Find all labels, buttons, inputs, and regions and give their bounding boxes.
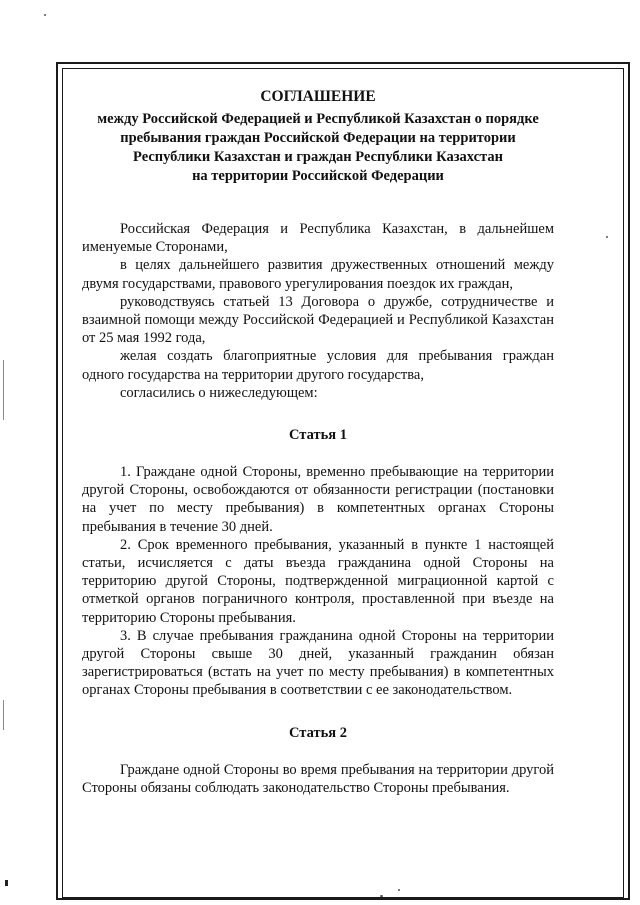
article-1-body	[82, 463, 554, 700]
preamble-paragraph: руководствуясь статьей 13 Договора о дружбе, сотрудничестве и взаимной помощи между Российской Федерацией и Республикой Казахстан от 25 мая 1992 года,	[82, 293, 554, 347]
subtitle-line: Республики Казахстан и граждан Республики Казахстан	[133, 149, 503, 165]
agreement-document	[82, 88, 554, 797]
preamble-paragraph: согласились о нижеследующем:	[120, 384, 318, 401]
article-paragraph: 3. В случае пребывания гражданина одной Стороны на территории другой Стороны свыше 30 дней, указанный гражданин обязан зарегистрироваться (встать на учет по месту пребывания) в компетентных органах Стороны пребывания в соответствии с ее законодательством.	[82, 627, 554, 699]
article-1-heading: Статья 1	[289, 427, 347, 444]
scan-edge-mark	[3, 360, 4, 420]
document-subtitle	[82, 110, 554, 186]
article-2-body	[82, 761, 554, 797]
document-title: СОГЛАШЕНИЕ	[260, 88, 376, 105]
preamble	[82, 220, 554, 402]
subtitle-line: на территории Российской Федерации	[192, 168, 444, 184]
subtitle-line: пребывания граждан Российской Федерации на территории	[120, 130, 516, 146]
preamble-paragraph: желая создать благоприятные условия для пребывания граждан одного государства на территории другого государства,	[82, 348, 554, 383]
preamble-paragraph: Российская Федерация и Республика Казахстан, в дальнейшем именуемые Сторонами,	[82, 221, 554, 256]
article-2-heading: Статья 2	[289, 724, 347, 741]
subtitle-line: между Российской Федерацией и Республикой Казахстан о порядке	[97, 111, 539, 127]
article-paragraph: Граждане одной Стороны во время пребывания на территории другой Стороны обязаны соблюдать законодательство Стороны пребывания.	[82, 761, 554, 796]
article-paragraph: 2. Срок временного пребывания, указанный в пункте 1 настоящей статьи, исчисляется с даты въезда гражданина одной Стороны на территорию другой Стороны, подтвержденной миграционной картой с отметкой органов пограничного контроля, проставленной при въезде на территорию Стороны пребывания.	[82, 536, 554, 626]
article-paragraph: 1. Граждане одной Стороны, временно пребывающие на территории другой Стороны, освобождаются от обязанности регистрации (постановки на учет по месту пребывания) в компетентных органах Стороны пребывания в течение 30 дней.	[82, 464, 554, 535]
scan-edge-mark	[3, 700, 4, 730]
preamble-paragraph: в целях дальнейшего развития дружественных отношений между двумя государствами, правового урегулирования поездок их граждан,	[82, 257, 554, 292]
